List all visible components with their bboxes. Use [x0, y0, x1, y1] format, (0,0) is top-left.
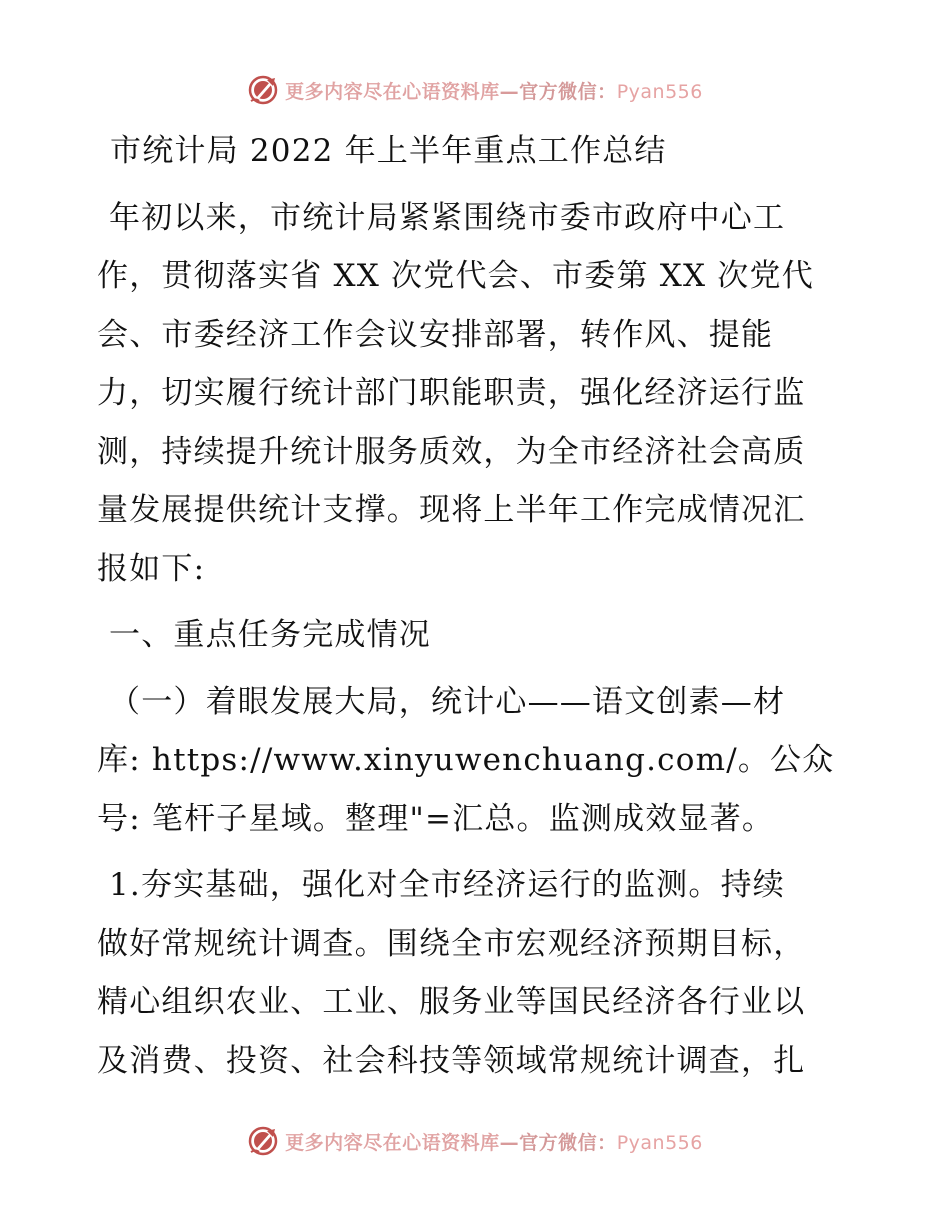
paragraph-line: 做好常规统计调查。围绕全市宏观经济预期目标，	[97, 925, 806, 962]
item-paragraph	[97, 856, 857, 1090]
paragraph-line: 年初以来，市统计局紧紧围绕市委市政府中心工	[109, 199, 786, 236]
watermark-main-text: 更多内容尽在心语资料库	[285, 1131, 500, 1154]
quill-pen-in-circle-icon	[247, 74, 279, 106]
paragraph-line: 库: https://www.xinyuwenchuang.com/。公众	[97, 742, 835, 778]
document-title: 市统计局 2022 年上半年重点工作总结	[110, 133, 667, 169]
watermark-dash: —	[499, 1131, 520, 1154]
header-watermark	[0, 70, 950, 110]
watermark-main-text: 更多内容尽在心语资料库	[285, 80, 500, 103]
paragraph-line: 力，切实履行统计部门职能职责，强化经济运行监	[97, 375, 806, 411]
quill-pen-in-circle-icon	[247, 1125, 279, 1157]
paragraph-line: 测，持续提升统计服务质效，为全市经济社会高质	[97, 433, 806, 470]
watermark-dash: —	[499, 80, 520, 103]
watermark-id: Pyan556	[616, 80, 703, 103]
paragraph-line: 会、市委经济工作会议安排部署，转作风、提能	[97, 316, 774, 353]
watermark-label: 官方微信：	[519, 1131, 617, 1154]
paragraph-line: 精心组织农业、工业、服务业等国民经济各行业以	[97, 984, 806, 1020]
intro-paragraph	[97, 189, 857, 599]
paragraph-line: 量发展提供统计支撑。现将上半年工作完成情况汇	[97, 492, 806, 528]
section-heading: 一、重点任务完成情况	[109, 617, 431, 653]
paragraph-line: 号: 笔杆子星域。整理"=汇总。监测成效显著。	[97, 800, 775, 837]
watermark-id: Pyan556	[616, 1131, 703, 1154]
subsection-paragraph	[97, 673, 857, 849]
watermark-label: 官方微信：	[519, 80, 617, 103]
paragraph-line: 报如下:	[97, 550, 206, 587]
paragraph-line: （一）着眼发展大局，统计心——语文创素—材	[109, 683, 786, 720]
footer-watermark	[0, 1121, 950, 1161]
watermark-text	[285, 77, 703, 104]
paragraph-line: 作，贯彻落实省 XX 次党代会、市委第 XX 次党代	[97, 258, 814, 294]
document-body	[97, 122, 857, 1090]
paragraph-line: 及消费、投资、社会科技等领域常规统计调查，扎	[97, 1042, 806, 1079]
paragraph-line: 1.夯实基础，强化对全市经济运行的监测。持续	[109, 867, 785, 903]
watermark-text	[285, 1128, 703, 1155]
